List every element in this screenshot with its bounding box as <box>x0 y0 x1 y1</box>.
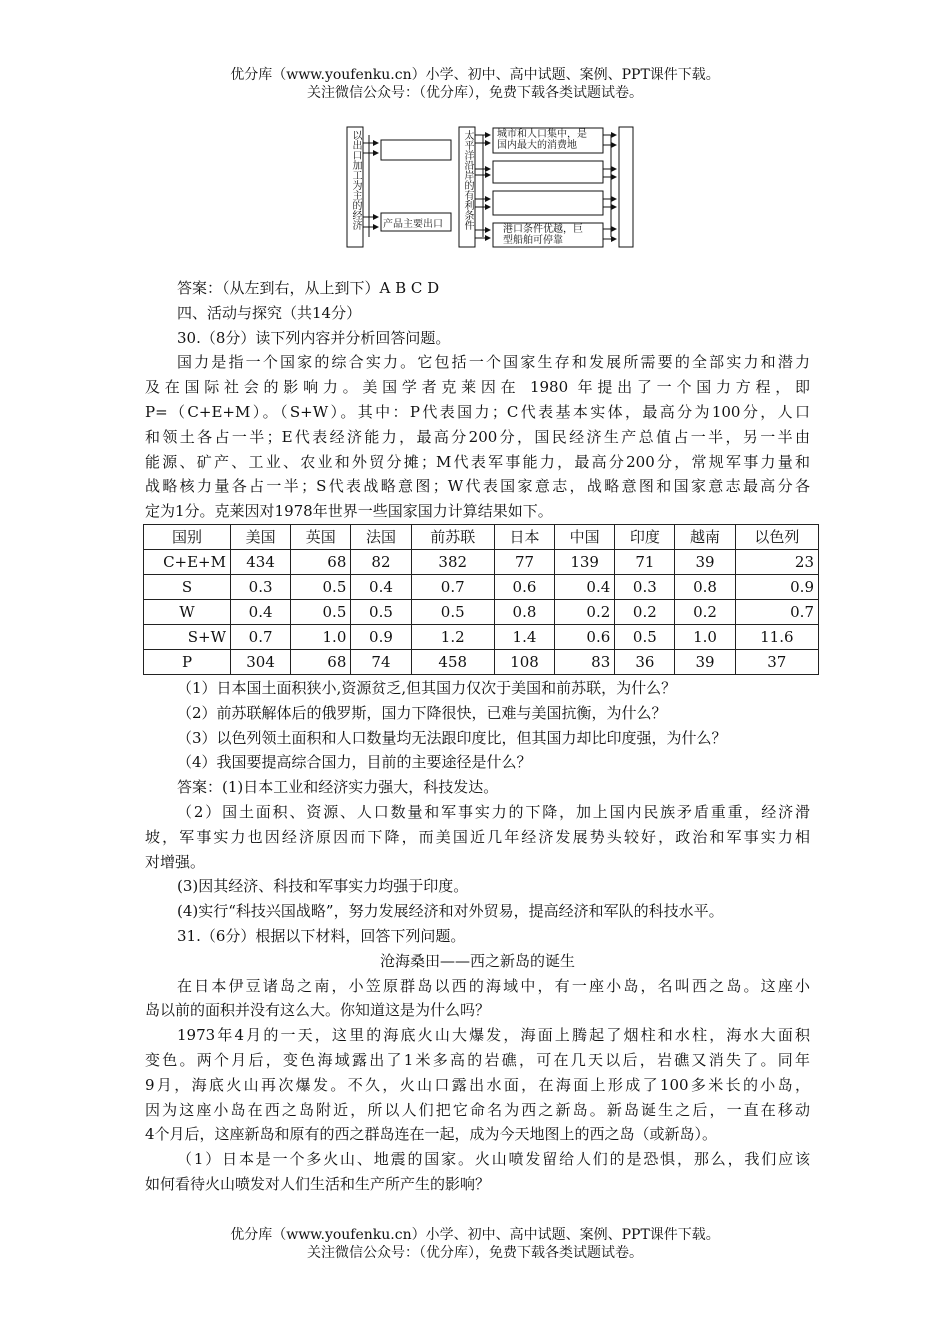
table-cell: 0.8 <box>494 599 554 624</box>
table-cell: 108 <box>494 649 554 674</box>
table-row <box>144 624 819 649</box>
table-cell: 68 <box>291 649 351 674</box>
q31-question-1-line: （1）日本是一个多火山、地震的国家。火山喷发留给人们的是恐惧，那么，我们应该 <box>177 1150 810 1169</box>
q30-answer-2-line: 对增强。 <box>145 852 206 871</box>
q31-para2-line: 9月，海底火山再次爆发。不久，火山口露出水面，在海面上形成了100多米长的小岛， <box>145 1075 810 1094</box>
table-header-cell: 印度 <box>615 524 675 549</box>
table-cell: W <box>144 599 231 624</box>
table-cell: 83 <box>555 649 615 674</box>
q30-answer-3: (3)因其经济、科技和军事实力均强于印度。 <box>177 877 469 896</box>
table-cell: 0.7 <box>735 599 818 624</box>
table-cell: 74 <box>351 649 411 674</box>
footer-line-1: 优分库（www.youfenku.cn）小学、初中、高中试题、案例、PPT课件下载。 <box>230 1227 720 1243</box>
q30-para-line: 及在国际社会的影响力。美国学者克莱因在 1980 年提出了一个国力方程，即 <box>145 378 810 397</box>
port-box-text <box>503 224 603 246</box>
table-cell: 0.8 <box>675 574 735 599</box>
q30-para-line: 定为1分。克莱因对1978年世界一些国家国力计算结果如下。 <box>145 502 553 521</box>
table-cell: 39 <box>675 649 735 674</box>
left-vertical-label: 以出口加工为主的经济 <box>350 130 361 230</box>
port-box-line-1: 港口条件优越，巨 <box>503 224 583 235</box>
table-row <box>144 649 819 674</box>
table-row <box>144 574 819 599</box>
q31-para2-line: 因为这座小岛在西之岛附近，所以人们把它命名为西之新岛。新岛诞生之后，一直在移动 <box>145 1100 810 1119</box>
box-d <box>493 191 603 215</box>
table-cell: 39 <box>675 549 735 574</box>
table-cell: 0.2 <box>555 599 615 624</box>
table-cell: 1.0 <box>675 624 735 649</box>
q30-title: 30.（8分）读下列内容并分析回答问题。 <box>177 328 451 347</box>
table-cell: 434 <box>231 549 291 574</box>
table-cell: 458 <box>411 649 494 674</box>
box-c <box>493 161 603 183</box>
q30-para-line: P=（C+E+M）。（S+W）。其中：P代表国力；C代表基本实体，最高分为100分，人口 <box>145 402 810 421</box>
table-cell: 68 <box>291 549 351 574</box>
q31-title: 31.（6分）根据以下材料，回答下列问题。 <box>177 926 466 945</box>
footer-line-2: 关注微信公众号：（优分库），免费下载各类试题试卷。 <box>307 1245 643 1261</box>
q30-question: （2）前苏联解体后的俄罗斯，国力下降很快，已难与美国抗衡，为什么？ <box>177 703 667 722</box>
table-cell: 0.3 <box>231 574 291 599</box>
q30-para-line: 国力是指一个国家的综合实力。它包括一个国家生存和发展所需要的全部实力和潜力 <box>177 353 810 372</box>
table-cell: 382 <box>411 549 494 574</box>
q30-para-line: 和领土各占一半；E代表经济能力，最高分200分，国民经济生产总值占一半，另一半由 <box>145 427 810 446</box>
table-cell: C+E+M <box>144 549 231 574</box>
table-cell: 0.5 <box>411 599 494 624</box>
table-cell: 0.7 <box>231 624 291 649</box>
port-box-line-2: 型船舶可停靠 <box>503 235 563 246</box>
table-cell: 0.6 <box>555 624 615 649</box>
answer-29: 答案：（从左到右，从上到下）A B C D <box>177 279 440 297</box>
q30-answer-1: 答案：(1)日本工业和经济实力强大，科技发达。 <box>177 778 499 797</box>
city-box-text <box>497 129 603 151</box>
q30-answer-4: (4)实行“科技兴国战略”，努力发展经济和对外贸易，提高经济和军队的科技水平。 <box>177 902 724 921</box>
table-header-cell: 英国 <box>291 524 351 549</box>
q30-questions <box>145 676 810 924</box>
table-header-cell: 以色列 <box>735 524 818 549</box>
q31-para2-line: 变色。两个月后，变色海域露出了1米多高的岩礁，可在几天以后，岩礁又消失了。同年 <box>145 1050 810 1069</box>
table-cell: S+W <box>144 624 231 649</box>
q31-para1-line: 岛以前的面积并没有这么大。你知道这是为什么吗？ <box>145 1001 491 1020</box>
product-export-label: 产品主要出口 <box>383 219 443 230</box>
pacific-coast-diagram <box>345 125 635 250</box>
table-header-cell: 法国 <box>351 524 411 549</box>
q30-answer-2-line: 坡，军事实力也因经济原因而下降，而美国近几年经济发展势头较好，政治和军事实力相 <box>145 827 810 846</box>
page-header <box>0 66 950 102</box>
q30-para-line: 战略核力量各占一半；S代表战略意图；W代表国家意志，战略意图和国家意志最高分各 <box>145 477 810 496</box>
middle-vertical-label: 太平洋沿岸的有利条件 <box>462 130 473 230</box>
table-cell: 23 <box>735 549 818 574</box>
table-cell: S <box>144 574 231 599</box>
q31-subtitle: 沧海桑田——西之新岛的诞生 <box>379 951 575 970</box>
table-cell: 0.5 <box>291 574 351 599</box>
table-cell: 0.2 <box>615 599 675 624</box>
power-table <box>143 524 819 675</box>
table-cell: 0.5 <box>291 599 351 624</box>
q30-question: （4）我国要提高综合国力，目前的主要途径是什么？ <box>177 753 532 772</box>
q30-para-line: 能源、矿产、工业、农业和外贸分摊；M代表军事能力，最高分200分，常规军事力量和 <box>145 452 810 471</box>
q31-para2-line: 4个月后，这座新岛和原有的西之群岛连在一起，成为今天地图上的西之岛（或新岛）。 <box>145 1125 718 1144</box>
table-header-cell: 前苏联 <box>411 524 494 549</box>
table-header-cell: 日本 <box>494 524 554 549</box>
table-row <box>144 549 819 574</box>
table-cell: 0.4 <box>555 574 615 599</box>
table-cell: 1.4 <box>494 624 554 649</box>
table-cell: 0.7 <box>411 574 494 599</box>
q30-paragraph <box>145 350 810 524</box>
table-cell: 1.2 <box>411 624 494 649</box>
table-cell: 0.4 <box>351 574 411 599</box>
table-cell: 0.9 <box>351 624 411 649</box>
page-footer <box>0 1226 950 1262</box>
city-box-line-2: 国内最大的消费地 <box>497 140 577 151</box>
table-cell: 139 <box>555 549 615 574</box>
q31-para2-line: 1973年4月的一天，这里的海底火山大爆发，海面上腾起了烟柱和水柱，海水大面积 <box>177 1026 810 1045</box>
q30-question: （1）日本国土面积狭小,资源贫乏,但其国力仅次于美国和前苏联，为什么？ <box>177 678 677 697</box>
q31-question-1-line: 如何看待火山喷发对人们生活和生产所产生的影响？ <box>145 1174 491 1193</box>
table-cell: 0.5 <box>351 599 411 624</box>
table-cell: 71 <box>615 549 675 574</box>
table-header-cell: 美国 <box>231 524 291 549</box>
table-cell: 0.6 <box>494 574 554 599</box>
table-cell: 0.2 <box>675 599 735 624</box>
header-line-2: 关注微信公众号：（优分库），免费下载各类试题试卷。 <box>307 85 643 101</box>
table-cell: 0.4 <box>231 599 291 624</box>
table-header-cell: 国别 <box>144 524 231 549</box>
table-cell: 77 <box>494 549 554 574</box>
table-cell: 11.6 <box>735 624 818 649</box>
table-cell: 304 <box>231 649 291 674</box>
header-line-1: 优分库（www.youfenku.cn）小学、初中、高中试题、案例、PPT课件下载。 <box>230 67 720 83</box>
table-header-cell: 越南 <box>675 524 735 549</box>
table-cell: 82 <box>351 549 411 574</box>
table-row <box>144 599 819 624</box>
table-cell: 0.5 <box>615 624 675 649</box>
table-cell: 0.9 <box>735 574 818 599</box>
table-cell: 1.0 <box>291 624 351 649</box>
table-cell: 37 <box>735 649 818 674</box>
right-vertical-box <box>619 127 633 247</box>
box-a <box>381 140 451 160</box>
q30-answer-2-line: （2）国土面积、资源、人口数量和军事实力的下降，加上国内民族矛盾重重，经济滑 <box>177 802 810 821</box>
table-header-row <box>144 524 819 549</box>
section-4-title: 四、活动与探究（共14分） <box>177 303 362 322</box>
table-header-cell: 中国 <box>555 524 615 549</box>
table-cell: 0.3 <box>615 574 675 599</box>
main-content <box>145 276 814 1197</box>
table-cell: P <box>144 649 231 674</box>
q30-question: （3）以色列领土面积和人口数量均无法跟印度比，但其国力却比印度强，为什么？ <box>177 728 727 747</box>
city-box-line-1: 城市和人口集中，是 <box>497 129 587 140</box>
q31-para1-line: 在日本伊豆诸岛之南，小笠原群岛以西的海域中，有一座小岛，名叫西之岛。这座小 <box>177 976 810 995</box>
table-cell: 36 <box>615 649 675 674</box>
